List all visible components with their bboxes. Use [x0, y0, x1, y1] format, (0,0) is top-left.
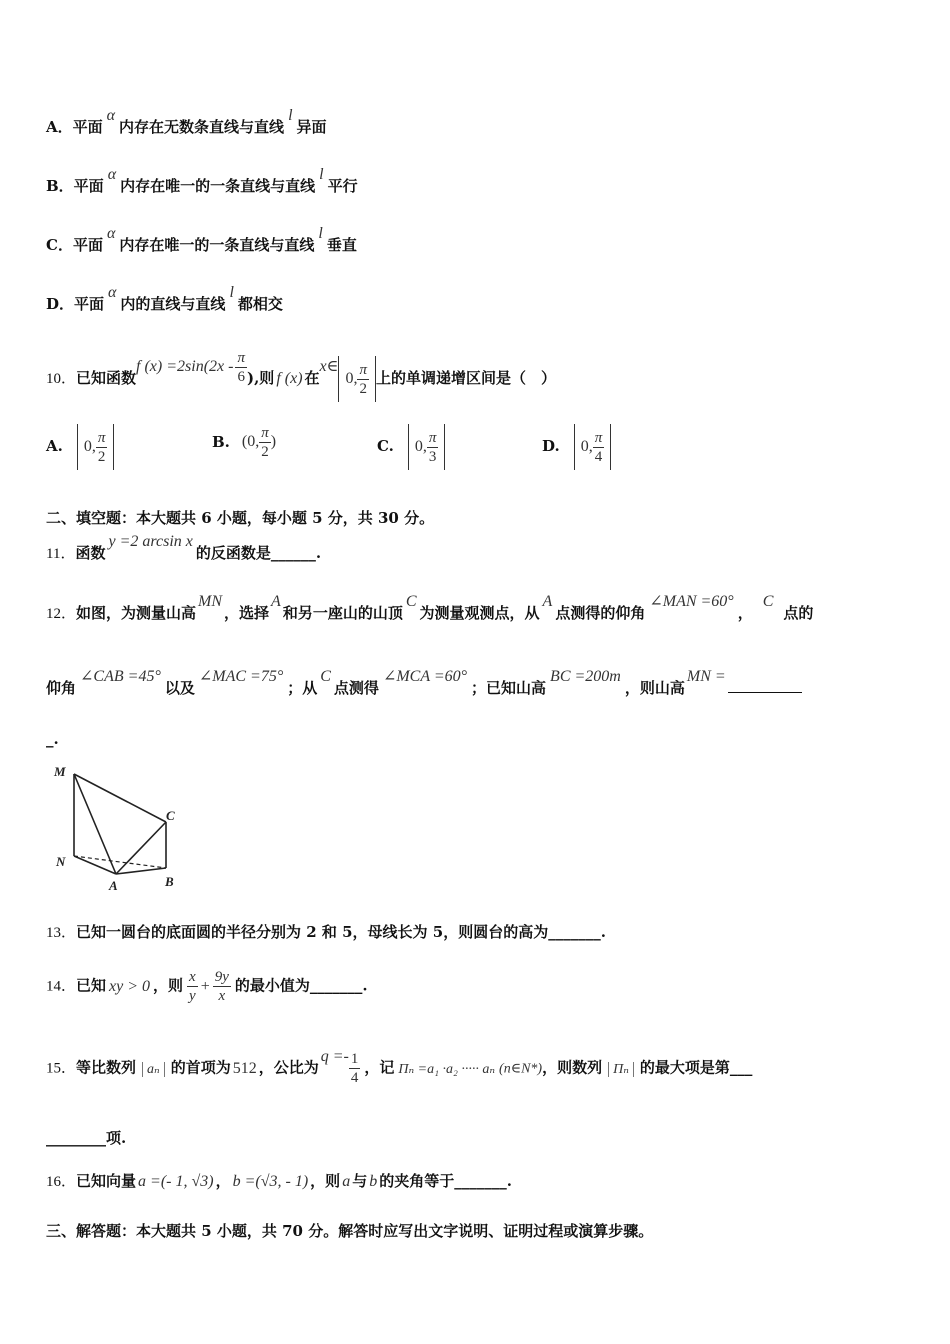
q9-option-text: α [106, 225, 116, 242]
q12-line1: 12．如图，为测量山高MN，选择A和另一座山的山顶C为测量观测点，从A点测得的仰角∠MAN =60°，C点的 [46, 593, 814, 622]
q9-option-text: A．平面 [46, 118, 103, 136]
q9-option-b[interactable] [46, 166, 358, 196]
q15-sequence-a: aₙ [142, 1062, 165, 1077]
q9-option-text: C．平面 [46, 236, 103, 254]
q9-option-text: 异面 [296, 118, 327, 136]
q10-domain: 0, $\frac{\pi}{2}$ [338, 356, 376, 402]
q12-answer-blank[interactable] [728, 692, 802, 693]
q9-option-text: 都相交 [237, 295, 283, 313]
q10-option-d[interactable]: D. 0, $\frac{\pi}{4}$ [542, 424, 611, 470]
q9-option-text: 内的直线与直线 [120, 295, 226, 313]
q9-option-text: 垂直 [326, 236, 357, 254]
q12-line2: 仰角∠CAB =45°以及∠MAC =75°；从C点测得∠MCA =60°；已知山高BC =200m，则山高MN = [46, 677, 802, 698]
q15-line2: ________项. [46, 1129, 127, 1147]
q10-option-c[interactable]: C. 0, $\frac{\pi}{3}$ [377, 424, 445, 470]
q9-option-text: B．平面 [46, 177, 104, 195]
q10-stem [46, 349, 557, 402]
section-3-heading: 三、解答题：本大题共 5 小题，共 70 分。解答时应写出文字说明、证明过程或演算步骤。 [46, 1222, 654, 1240]
q13: 13．已知一圆台的底面圆的半径分别为 2 和 5，母线长为 5，则圆台的高为_______. [46, 923, 606, 941]
q9-option-text: 内存在唯一的一条直线与直线 [120, 177, 316, 195]
q10-text4: 上的单调递增区间是（ ） [376, 369, 557, 387]
q10-number: 10． [46, 371, 77, 387]
q12-line3: _. [46, 730, 59, 748]
label-M: M [54, 764, 66, 779]
q10-option-b[interactable]: B. (0, $\frac{\pi}{2}$ ) [212, 425, 277, 460]
q15-ratio-fraction: $\frac{1}{4}$ [350, 1051, 359, 1086]
label-N: N [56, 854, 66, 869]
q9-option-text: α [107, 166, 117, 183]
q9-option-text: 内存在无数条直线与直线 [119, 118, 285, 136]
q14: 14．已知 xy > 0 ，则 $\frac{x}{y}$ + $\frac{9y}{x}$ 的最小值为_______. [46, 969, 368, 1004]
q14-fraction-1: $\frac{x}{y}$ [189, 969, 196, 1004]
q9-option-text: l [229, 284, 234, 301]
q10-pi-over-6: $\frac{\pi}{6}$ [237, 349, 245, 385]
q9-option-a[interactable] [46, 107, 327, 137]
q16: 16．已知向量 a =(- 1, √3) ， b =(√3, - 1) ，则 a 与 b 的夹角等于_______. [46, 1172, 512, 1190]
q15-line1: 15．等比数列 aₙ 的首项为 512 ，公比为q =- $\frac{1}{4}$ ，记 Πₙ =a₁ ·a₂ ····· aₙ (n∈N*)，则数列 Πₙ 的最大项是第___ [46, 1047, 753, 1086]
q16-vector-b: b =(√3, - 1) [232, 1173, 309, 1190]
q9-option-text: 内存在唯一的一条直线与直线 [119, 236, 315, 254]
q10-text2: ),则 [246, 369, 275, 387]
edge-MC [74, 774, 166, 822]
edge-AB [116, 868, 166, 874]
q10-x-in: x∈ [319, 358, 339, 375]
q9-option-text: α [108, 284, 117, 301]
q14-fraction-2: $\frac{9y}{x}$ [214, 969, 229, 1004]
label-B: B [165, 874, 174, 889]
label-C: C [166, 808, 175, 823]
q11: 11．函数y =2 arcsin x的反函数是______. [46, 533, 322, 562]
q10-text1: 已知函数 [76, 369, 137, 387]
q11-expression: y =2 arcsin x [108, 533, 193, 550]
q9-option-text: D．平面 [46, 295, 105, 313]
q10-text3: 在 [304, 369, 320, 387]
q9-option-c[interactable] [46, 225, 357, 255]
q9-option-text: l [319, 166, 324, 183]
q9-option-text: α [106, 107, 116, 124]
label-A: A [109, 878, 118, 892]
q9-option-d[interactable] [46, 284, 283, 314]
q10-function: f (x) =2sin(2x - [136, 358, 234, 375]
q9-option-text: l [318, 225, 323, 242]
q16-vector-a: a =(- 1, √3) [138, 1173, 214, 1190]
q9-option-text: l [288, 107, 293, 124]
section-2-heading: 二、填空题：本大题共 6 小题，每小题 5 分，共 30 分。 [46, 509, 435, 527]
q12-figure [46, 760, 186, 892]
q10-fx: f (x) [276, 370, 303, 387]
edge-AC [116, 822, 166, 874]
q10-option-a[interactable]: A. 0, $\frac{\pi}{2}$ [46, 424, 114, 470]
q15-sequence-pi: Πₙ [608, 1062, 634, 1077]
q9-option-text: 平行 [327, 177, 358, 195]
